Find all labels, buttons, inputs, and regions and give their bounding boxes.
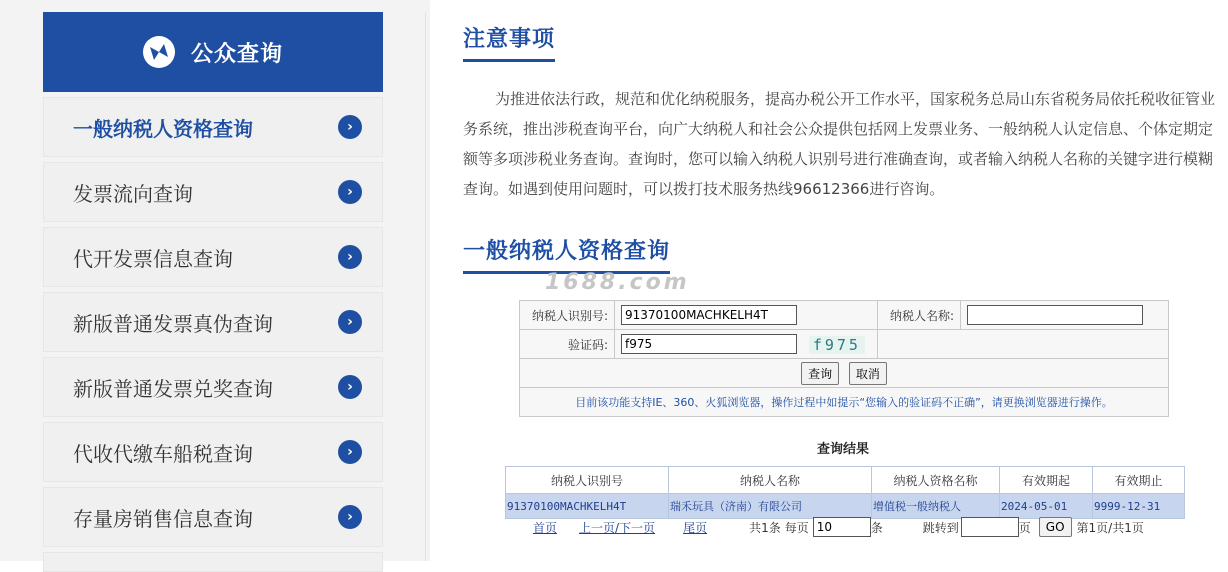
first-page-link[interactable]: 首页 xyxy=(533,520,558,535)
query-section-title: 一般纳税人资格查询 xyxy=(463,234,670,274)
column-header: 纳税人名称 xyxy=(669,467,872,494)
query-button[interactable]: 查询 xyxy=(801,362,839,385)
sidebar-header xyxy=(43,12,383,92)
table-cell: 2024-05-01 xyxy=(1000,494,1093,519)
chevron-right-icon: › xyxy=(338,375,362,399)
sidebar-item-partial xyxy=(43,552,383,572)
results-title: 查询结果 xyxy=(817,442,870,457)
sidebar-item-label: 代收代缴车船税查询 xyxy=(73,441,253,466)
table-row[interactable] xyxy=(506,494,1185,519)
jump-page-input[interactable] xyxy=(961,517,1019,537)
column-divider xyxy=(425,12,426,561)
column-header: 有效期止 xyxy=(1093,467,1185,494)
per-page-unit: 条 xyxy=(870,520,883,535)
chevron-right-icon: › xyxy=(338,505,362,529)
table-cell: 9999-12-31 xyxy=(1093,494,1185,519)
notice-title: 注意事项 xyxy=(463,22,555,62)
page-unit: 页 xyxy=(1018,520,1031,535)
sidebar-title: 公众查询 xyxy=(190,41,283,67)
column-header: 纳税人识别号 xyxy=(506,467,669,494)
column-header: 有效期起 xyxy=(1000,467,1093,494)
watermark: 1688.com xyxy=(545,270,690,295)
sidebar-item-invoice-lottery[interactable] xyxy=(43,357,383,417)
results-table xyxy=(505,466,1185,519)
column-header: 纳税人资格名称 xyxy=(872,467,1000,494)
taxpayer-name-input[interactable] xyxy=(967,305,1143,325)
chevron-right-icon: › xyxy=(338,440,362,464)
table-cell: 增值税一般纳税人 xyxy=(872,494,1000,519)
taxpayer-name-cell xyxy=(961,301,1169,330)
prev-next-link[interactable]: 上一页/下一页 xyxy=(579,520,656,535)
taxpayer-id-input[interactable] xyxy=(621,305,797,325)
sidebar-item-label: 发票流向查询 xyxy=(73,181,193,206)
sidebar-item-label: 新版普通发票真伪查询 xyxy=(73,311,273,336)
pagination xyxy=(533,517,1193,537)
sidebar-item-label: 新版普通发票兑奖查询 xyxy=(73,376,273,401)
page-info: 第1页/共1页 xyxy=(1076,520,1144,535)
empty-cell xyxy=(878,330,1169,359)
total-count: 共1条 xyxy=(749,520,781,535)
sidebar-item-invoice-authenticity[interactable] xyxy=(43,292,383,352)
table-cell: 瑞禾玩具（济南）有限公司 xyxy=(669,494,872,519)
jump-label: 跳转到 xyxy=(922,520,959,535)
sidebar xyxy=(43,12,383,572)
sidebar-item-label: 一般纳税人资格查询 xyxy=(73,116,253,141)
per-page-label: 每页 xyxy=(784,520,809,535)
captcha-label: 验证码: xyxy=(520,330,615,359)
public-query-logo-icon xyxy=(143,36,175,68)
sidebar-item-label: 代开发票信息查询 xyxy=(73,246,233,271)
last-page-link[interactable]: 尾页 xyxy=(683,520,708,535)
taxpayer-id-cell xyxy=(615,301,878,330)
cancel-button[interactable]: 取消 xyxy=(849,362,887,385)
taxpayer-id-label: 纳税人识别号: xyxy=(520,301,615,330)
chevron-right-icon: › xyxy=(338,180,362,204)
go-button[interactable]: GO xyxy=(1039,517,1072,537)
table-cell: 91370100MACHKELH4T xyxy=(506,494,669,519)
taxpayer-name-label: 纳税人名称: xyxy=(878,301,961,330)
sidebar-item-invoice-flow[interactable] xyxy=(43,162,383,222)
per-page-input[interactable] xyxy=(813,517,871,537)
captcha-input[interactable] xyxy=(621,334,797,354)
chevron-right-icon: › xyxy=(338,245,362,269)
chevron-right-icon: › xyxy=(338,115,362,139)
captcha-image[interactable]: f975 xyxy=(809,336,865,354)
sidebar-item-issued-invoice[interactable] xyxy=(43,227,383,287)
browser-tip: 目前该功能支持IE、360、火狐浏览器，操作过程中如提示“您输入的验证码不正确”，请更换浏览器进行操作。 xyxy=(520,388,1169,417)
chevron-right-icon: › xyxy=(338,310,362,334)
query-form xyxy=(519,300,1169,417)
form-actions xyxy=(520,359,1169,388)
notice-text: 为推进依法行政，规范和优化纳税服务，提高办税公开工作水平，国家税务总局山东省税务局依托税收征管业务系统，推出涉税查询平台，向广大纳税人和社会公众提供包括网上发票业务、一般纳税人认定信息、个体定期定额等多项涉税业务查询。查询时，您可以输入纳税人识别号进行准确查询，或者输入纳税人名称的关键字进行模糊查询。如遇到使用问题时，可以拨打技术服务热线96612366进行咨询。 xyxy=(463,90,1216,198)
results-header-row xyxy=(506,467,1185,494)
sidebar-item-vehicle-tax[interactable] xyxy=(43,422,383,482)
sidebar-item-housing-sales[interactable] xyxy=(43,487,383,547)
sidebar-item-label: 存量房销售信息查询 xyxy=(73,506,253,531)
captcha-cell xyxy=(615,330,878,359)
sidebar-item-general-taxpayer[interactable] xyxy=(43,97,383,157)
